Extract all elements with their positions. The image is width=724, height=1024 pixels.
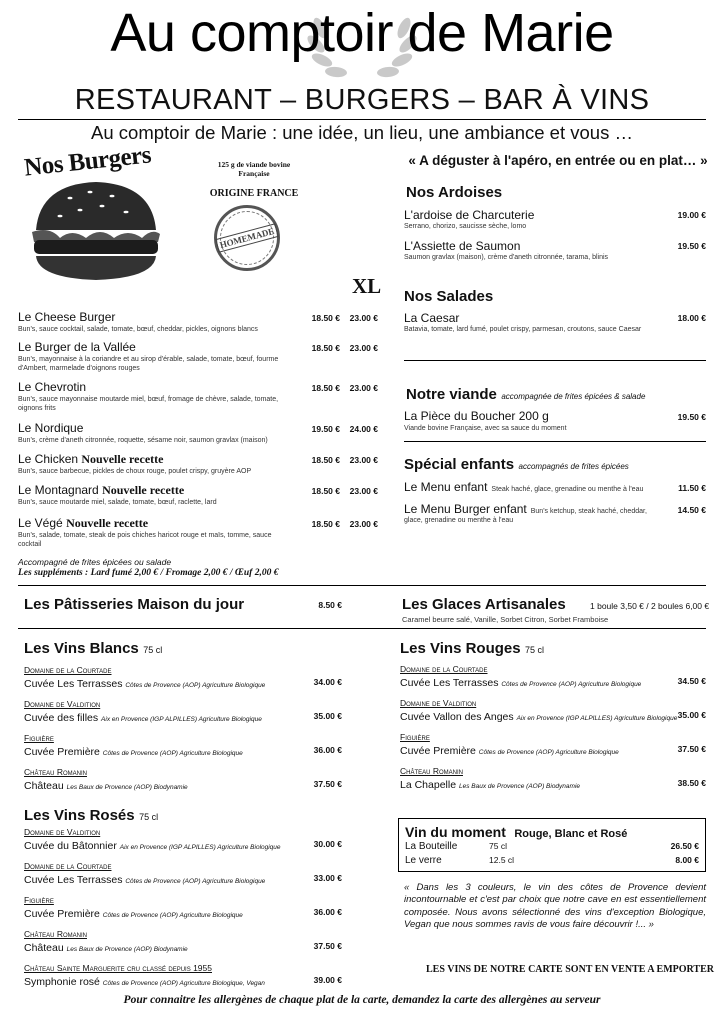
new-recipe-tag: Nouvelle recette bbox=[66, 516, 149, 530]
wine-domain: Château Romanin bbox=[24, 929, 87, 939]
supplements-note: Les suppléments : Lard fumé 2,00 € / Fromage 2,00 € / Œuf 2,00 € bbox=[18, 568, 279, 578]
wine-desc: Côtes de Provence (AOP) Agriculture Biologique bbox=[102, 750, 243, 757]
wine-name: Cuvée Première bbox=[24, 746, 100, 758]
wine-item bbox=[24, 699, 342, 726]
wine-price: 34.50 € bbox=[677, 676, 706, 686]
burger-price: 18.50 € bbox=[311, 343, 340, 353]
wine-price: 39.00 € bbox=[313, 975, 342, 985]
glaces-title: Les Glaces Artisanales bbox=[402, 596, 566, 613]
burger-price: 18.50 € bbox=[311, 519, 340, 529]
vin-moment-heading bbox=[405, 823, 627, 842]
burger-desc: Bun's, sauce cocktail, salade, tomate, bœuf, cheddar, pickles, oignons blancs bbox=[18, 326, 258, 333]
accompaniment-note: Accompagné de frites épicées ou salade bbox=[18, 557, 172, 567]
menu-item bbox=[404, 311, 708, 334]
wine-price: 36.00 € bbox=[313, 907, 342, 917]
wine-name: Cuvée Les Terrasses bbox=[400, 677, 499, 689]
vins-rouges-heading bbox=[400, 640, 544, 658]
burger-name-line bbox=[18, 310, 300, 324]
new-recipe-tag: Nouvelle recette bbox=[81, 452, 164, 466]
wine-name: Château bbox=[24, 942, 64, 954]
item-name: La Caesar bbox=[404, 311, 460, 325]
burger-item bbox=[18, 421, 380, 445]
wine-domain: Château Romanin bbox=[24, 767, 87, 777]
burger-desc: Bun's, salade, tomate, steak de pois chiches haricot rouge et maïs, tomme, sauce cocktail bbox=[18, 532, 272, 548]
burger-price: 19.50 € bbox=[311, 424, 340, 434]
burger-name: Le Burger de la Vallée bbox=[18, 340, 136, 354]
divider-desserts bbox=[18, 585, 706, 586]
wine-domain: Figuière bbox=[400, 732, 430, 742]
burger-item bbox=[18, 380, 380, 413]
burger-name: Le Nordique bbox=[18, 421, 84, 435]
vins-roses-vol: 75 cl bbox=[139, 812, 159, 822]
wine-domain: Château Romanin bbox=[400, 766, 463, 776]
burger-item bbox=[18, 452, 380, 476]
item-name: Le Menu enfant bbox=[404, 480, 488, 494]
apero-heading: « A déguster à l'apéro, en entrée ou en plat… » bbox=[408, 153, 708, 168]
burger-name-line bbox=[18, 452, 300, 466]
burger-price-xl: 23.00 € bbox=[349, 383, 378, 393]
wine-item bbox=[400, 698, 706, 725]
homemade-stamp bbox=[214, 205, 280, 271]
burger-item bbox=[18, 340, 380, 373]
vins-rouges-vol: 75 cl bbox=[525, 645, 545, 655]
restaurant-title: Au comptoir de Marie bbox=[110, 3, 614, 63]
kids-menu-line bbox=[404, 502, 654, 525]
burger-item bbox=[18, 310, 380, 334]
ardoises-title: Nos Ardoises bbox=[406, 184, 503, 201]
glaces-prices: 1 boule 3,50 € / 2 boules 6,00 € bbox=[590, 601, 710, 611]
wine-name: La Chapelle bbox=[400, 779, 457, 791]
homemade-stamp-text: HOMEMADE bbox=[215, 223, 279, 253]
item-desc: Batavia, tomate, lard fumé, poulet crispy, parmesan, croutons, sauce Caesar bbox=[404, 326, 642, 333]
item-price: 19.00 € bbox=[677, 210, 706, 220]
divider-wines bbox=[18, 628, 706, 629]
item-price: 18.00 € bbox=[677, 313, 706, 323]
burger-price: 18.50 € bbox=[311, 455, 340, 465]
vins-rouges-title: Les Vins Rouges bbox=[400, 640, 521, 657]
wine-domain: Domaine de la Courtade bbox=[24, 861, 112, 871]
wine-item bbox=[24, 895, 342, 922]
item-name: Le Menu Burger enfant bbox=[404, 502, 527, 516]
menu-item bbox=[404, 239, 708, 262]
vin-moment-name: La Bouteille bbox=[405, 841, 458, 852]
wine-name: Cuvée Les Terrasses bbox=[24, 874, 123, 886]
burger-name: Le Montagnard bbox=[18, 483, 99, 497]
burger-desc: Bun's, crème d'aneth citronnée, roquette, sésame noir, saumon gravlax (maison) bbox=[18, 437, 268, 444]
wine-item bbox=[24, 827, 342, 854]
viande-name: La Pièce du Boucher 200 g bbox=[404, 409, 549, 423]
wine-name: Cuvée Les Terrasses bbox=[24, 678, 123, 690]
wine-item bbox=[24, 861, 342, 888]
burger-name: Le Cheese Burger bbox=[18, 310, 116, 324]
wine-item bbox=[24, 929, 342, 956]
wine-price: 35.00 € bbox=[313, 711, 342, 721]
wine-price: 37.50 € bbox=[313, 941, 342, 951]
wine-item bbox=[400, 766, 706, 793]
enfants-heading bbox=[404, 456, 629, 474]
wine-domain: Domaine de Valdition bbox=[24, 827, 101, 837]
emporter-note: LES VINS DE NOTRE CARTE SONT EN VENTE A EMPORTER bbox=[426, 964, 714, 975]
kids-menu-item bbox=[404, 502, 708, 525]
vins-blancs-heading bbox=[24, 640, 162, 658]
wine-name: Cuvée Première bbox=[24, 908, 100, 920]
new-recipe-tag: Nouvelle recette bbox=[102, 483, 185, 497]
wine-domain: Figuière bbox=[24, 895, 54, 905]
burger-price: 18.50 € bbox=[311, 486, 340, 496]
wine-domain: Domaine de Valdition bbox=[400, 698, 477, 708]
burger-desc: Bun's, sauce moutarde miel, salade, tomate, bœuf, raclette, lard bbox=[18, 499, 217, 506]
divider-salades bbox=[404, 360, 706, 361]
burger-price-xl: 23.00 € bbox=[349, 343, 378, 353]
wine-domain: Domaine de la Courtade bbox=[400, 664, 488, 674]
burger-illustration bbox=[22, 141, 172, 288]
viande-heading bbox=[406, 386, 645, 404]
wine-item bbox=[400, 732, 706, 759]
wine-price: 37.50 € bbox=[313, 779, 342, 789]
vin-moment-name: Le verre bbox=[405, 855, 442, 866]
vin-moment-sub: Rouge, Blanc et Rosé bbox=[514, 828, 628, 840]
burgers-heading: Nos Burgers bbox=[22, 141, 153, 182]
allergens-footer: Pour connaitre les allergènes de chaque plat de la carte, demandez la carte des allergènes au serveur bbox=[123, 994, 601, 1006]
wine-domain: Château Sainte Marguerite cru classé depuis 1955 bbox=[24, 963, 212, 973]
item-desc: Saumon gravlax (maison), crème d'aneth citronnée, tarama, blinis bbox=[404, 254, 609, 261]
item-price: 14.50 € bbox=[677, 505, 706, 515]
wine-desc: Côtes de Provence (AOP) Agriculture Biologique, Vegan bbox=[102, 980, 265, 987]
divider-viande bbox=[404, 441, 706, 442]
enfants-note: accompagnés de frites épicées bbox=[518, 462, 629, 471]
item-desc: Serrano, chorizo, saucisse sèche, lomo bbox=[404, 223, 527, 230]
wine-quote: « Dans les 3 couleurs, le vin des côtes de Provence devient incontournable et c'est par choix que notre cave en est essentiellement composée. Nous avons sélectionné des vins d'exception Biologique, Vegan que nous sommes ravis de vous faire découvrir !... » bbox=[404, 882, 706, 931]
vin-moment-vol: 75 cl bbox=[489, 841, 507, 851]
item-price: 11.50 € bbox=[678, 483, 706, 493]
viande-note: accompagnée de frites épicées & salade bbox=[501, 392, 646, 401]
wine-desc: Côtes de Provence (AOP) Agriculture Biologique bbox=[125, 878, 266, 885]
viande-desc: Viande bovine Française, avec sa sauce du moment bbox=[404, 425, 567, 432]
burger-name: Le Chevrotin bbox=[18, 380, 87, 394]
enfants-title: Spécial enfants bbox=[404, 456, 515, 473]
wine-desc: Aix en Provence (IGP ALPILLES) Agriculture Biologique bbox=[516, 715, 678, 722]
wine-name: Cuvée Vallon des Anges bbox=[400, 711, 514, 723]
item-desc: Steak haché, glace, grenadine ou menthe à l'eau bbox=[491, 486, 644, 493]
wine-desc: Côtes de Provence (AOP) Agriculture Biologique bbox=[478, 749, 619, 756]
wine-desc: Les Baux de Provence (AOP) Biodynamie bbox=[458, 783, 581, 790]
burger-name: Le Végé bbox=[18, 516, 63, 530]
vins-roses-title: Les Vins Rosés bbox=[24, 807, 135, 824]
wine-desc: Côtes de Provence (AOP) Agriculture Biologique bbox=[102, 912, 243, 919]
restaurant-subtitle: RESTAURANT – BURGERS – BAR À VINS bbox=[74, 84, 650, 116]
wine-item bbox=[24, 733, 342, 760]
vin-moment-price: 8.00 € bbox=[675, 855, 699, 865]
patisseries-title: Les Pâtisseries Maison du jour bbox=[24, 596, 245, 613]
burger-price-xl: 23.00 € bbox=[349, 455, 378, 465]
wine-name: Cuvée Première bbox=[400, 745, 476, 757]
wine-desc: Aix en Provence (IGP ALPILLES) Agriculture Biologique bbox=[119, 844, 281, 851]
burger-name-line bbox=[18, 421, 300, 435]
wine-price: 38.50 € bbox=[677, 778, 706, 788]
vins-blancs-title: Les Vins Blancs bbox=[24, 640, 139, 657]
menu-item bbox=[404, 208, 708, 231]
glaces-desc: Caramel beurre salé, Vanille, Sorbet Citron, Sorbet Framboise bbox=[402, 615, 609, 624]
beef-weight-label: 125 g de viande bovine Française bbox=[217, 160, 291, 178]
tagline: Au comptoir de Marie : une idée, un lieu, une ambiance et vous … bbox=[91, 122, 633, 143]
burger-price: 18.50 € bbox=[311, 383, 340, 393]
wine-price: 37.50 € bbox=[677, 744, 706, 754]
burger-name-line bbox=[18, 380, 300, 394]
wine-item bbox=[24, 963, 342, 990]
wine-price: 33.00 € bbox=[313, 873, 342, 883]
burger-name-line bbox=[18, 516, 300, 530]
burger-price-xl: 24.00 € bbox=[349, 424, 378, 434]
wine-desc: Les Baux de Provence (AOP) Biodynamie bbox=[66, 946, 188, 953]
vin-moment-title: Vin du moment bbox=[405, 824, 506, 840]
wine-item bbox=[24, 767, 342, 794]
wine-domain: Figuière bbox=[24, 733, 54, 743]
vin-moment-vol: 12.5 cl bbox=[489, 855, 515, 865]
wine-desc: Côtes de Provence (AOP) Agriculture Biologique bbox=[125, 682, 266, 689]
viande-title: Notre viande bbox=[406, 386, 497, 403]
vins-roses-heading bbox=[24, 807, 158, 825]
salades-title: Nos Salades bbox=[404, 288, 494, 305]
burger-name-line bbox=[18, 340, 300, 354]
wine-name: Cuvée du Bâtonnier bbox=[24, 840, 117, 852]
burger-item bbox=[18, 516, 380, 549]
item-desc: Bun's ketchup, steak haché, cheddar, glace, grenadine ou menthe à l'eau bbox=[404, 508, 647, 524]
burger-desc: Bun's, sauce barbecue, pickles de choux rouge, poulet crispy, gruyère AOP bbox=[18, 468, 252, 475]
vin-moment-price: 26.50 € bbox=[670, 841, 699, 851]
burger-desc: Bun's, sauce mayonnaise moutarde miel, bœuf, fromage de chèvre, salade, tomate, oignons frits bbox=[18, 396, 279, 412]
wine-name: Cuvée des filles bbox=[24, 712, 99, 724]
wine-price: 34.00 € bbox=[313, 677, 342, 687]
kids-menu-line bbox=[404, 480, 654, 494]
burger-item bbox=[18, 483, 380, 507]
beef-origin-badge bbox=[206, 160, 302, 199]
header-divider bbox=[18, 119, 706, 120]
viande-price: 19.50 € bbox=[677, 412, 706, 422]
wine-price: 36.00 € bbox=[313, 745, 342, 755]
wine-domain: Domaine de Valdition bbox=[24, 699, 101, 709]
burger-icon bbox=[30, 178, 162, 282]
item-name: L'Assiette de Saumon bbox=[404, 239, 521, 253]
origin-label: ORIGINE FRANCE bbox=[209, 188, 299, 199]
kids-menu-item bbox=[404, 480, 708, 494]
burger-price-xl: 23.00 € bbox=[349, 486, 378, 496]
vin-du-moment-box bbox=[398, 818, 706, 872]
burger-price: 18.50 € bbox=[311, 313, 340, 323]
burger-price-xl: 23.00 € bbox=[349, 519, 378, 529]
burger-price-xl: 23.00 € bbox=[349, 313, 378, 323]
wine-desc: Côtes de Provence (AOP) Agriculture Biologique bbox=[501, 681, 642, 688]
wine-item bbox=[24, 665, 342, 692]
burger-desc: Bun's, mayonnaise à la coriandre et au sirop d'érable, salade, tomate, bœuf, fourme d'Ambert, marmelade d'oignons rouges bbox=[18, 356, 279, 372]
wine-name: Symphonie rosé bbox=[24, 976, 100, 988]
item-price: 19.50 € bbox=[677, 241, 706, 251]
burger-name-line bbox=[18, 483, 300, 497]
burger-name: Le Chicken bbox=[18, 452, 79, 466]
wine-item bbox=[400, 664, 706, 691]
vins-blancs-vol: 75 cl bbox=[143, 645, 163, 655]
wine-price: 30.00 € bbox=[313, 839, 342, 849]
wine-desc: Aix en Provence (IGP ALPILLES) Agriculture Biologique bbox=[101, 716, 262, 723]
item-name: L'ardoise de Charcuterie bbox=[404, 208, 535, 222]
wine-name: Château bbox=[24, 780, 64, 792]
patisseries-price: 8.50 € bbox=[318, 600, 342, 610]
xl-label: XL bbox=[352, 274, 382, 298]
wine-price: 35.00 € bbox=[677, 710, 706, 720]
wine-desc: Les Baux de Provence (AOP) Biodynamie bbox=[66, 784, 188, 791]
wine-domain: Domaine de la Courtade bbox=[24, 665, 112, 675]
